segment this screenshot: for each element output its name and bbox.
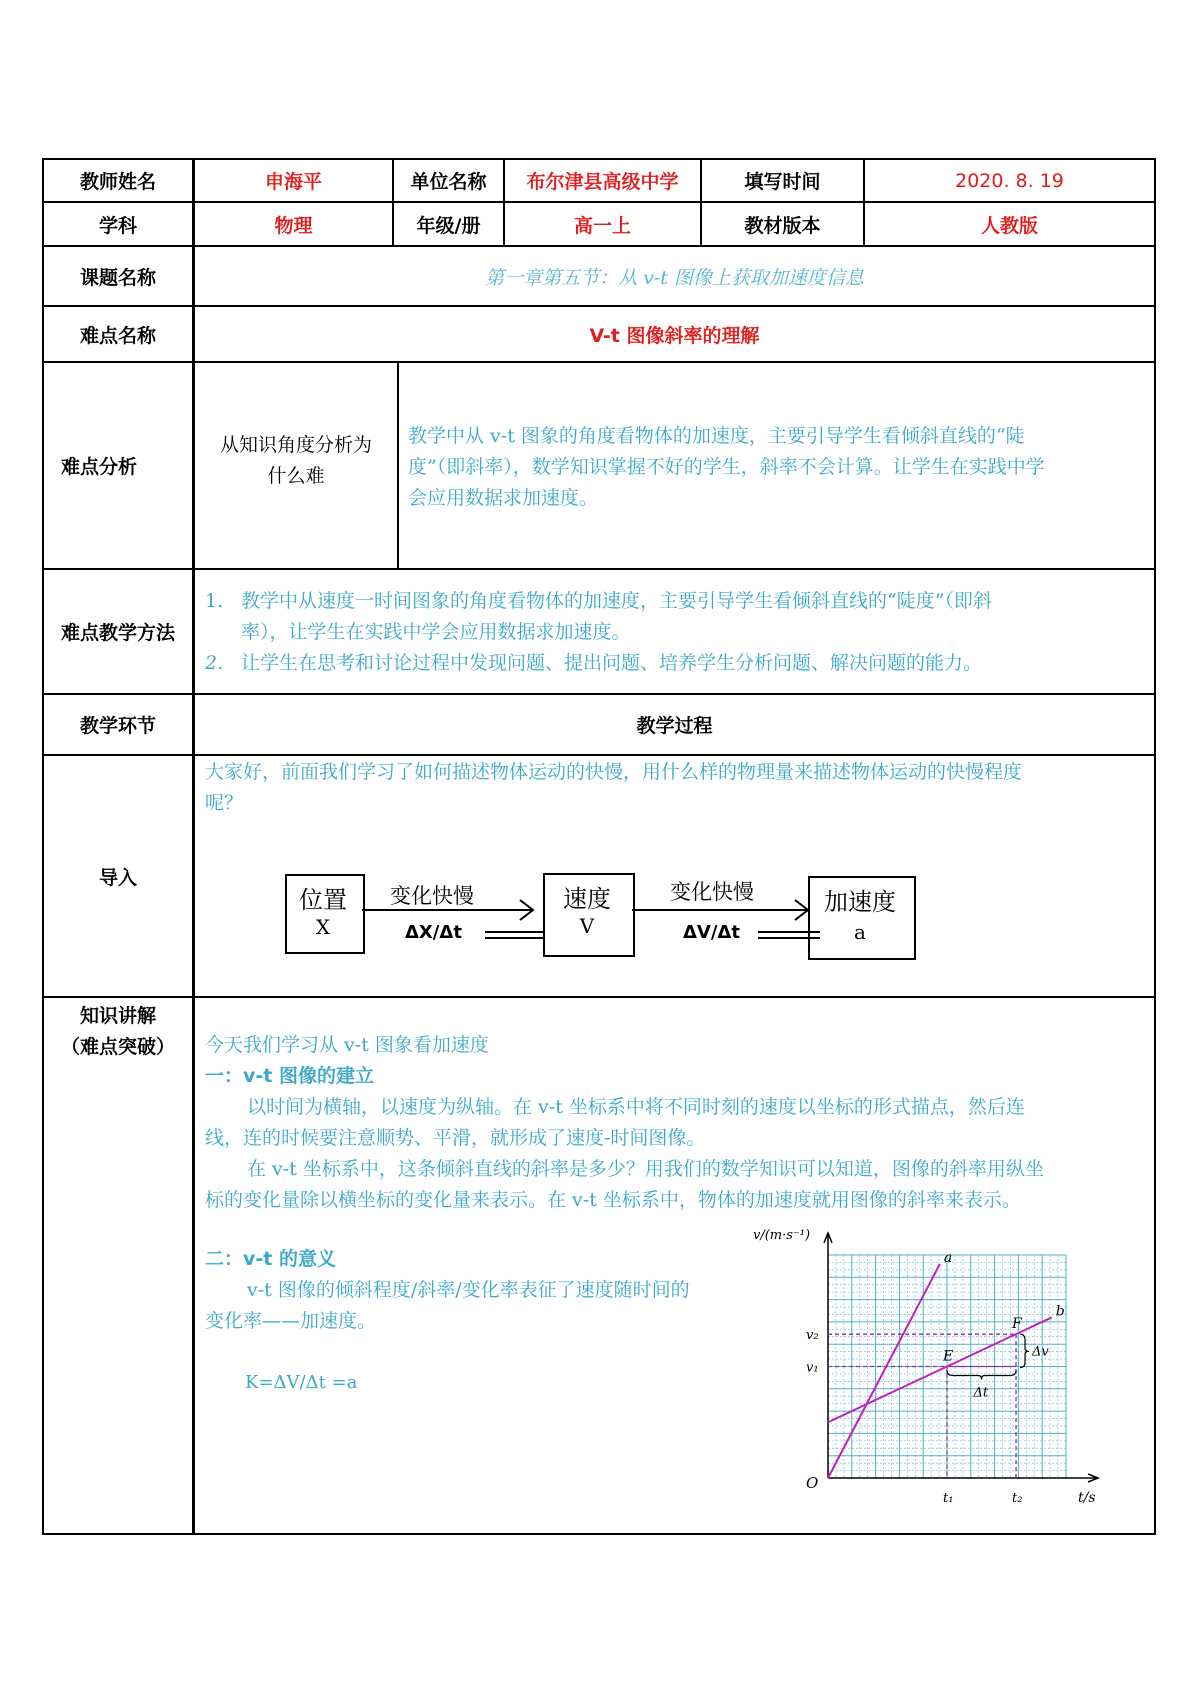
difficulty-value: V-t 图像斜率的理解 (589, 324, 760, 347)
teacher-label: 教师姓名 (79, 171, 156, 193)
acceleration-box-title: 加速度 (824, 888, 896, 916)
delta-v-label: Δv (1032, 1344, 1049, 1360)
method-item-1 (205, 586, 1150, 648)
subject-value: 物理 (274, 214, 313, 237)
intro-text (205, 757, 1150, 819)
analysis-text (408, 421, 1148, 514)
analysis-sublabel-line2: 什么难 (267, 465, 325, 487)
section1-title: 一：v-t 图像的建立 (205, 1065, 374, 1087)
position-box-symbol: X (315, 915, 331, 939)
stage-header: 教学环节 (79, 715, 156, 737)
y-axis-label: v/(m·s⁻¹) (753, 1228, 811, 1243)
slope-formula: K=ΔV/Δt =a (245, 1372, 358, 1393)
intro-label: 导入 (98, 866, 137, 889)
grade-value: 高一上 (573, 214, 631, 237)
knowledge-intro: 今天我们学习从 v-t 图象看加速度 (205, 1034, 489, 1056)
date-value: 2020. 8. 19 (955, 169, 1064, 192)
method-label: 难点教学方法 (60, 622, 175, 644)
section2 (205, 1244, 765, 1337)
tick-label-v2: v₂ (806, 1328, 819, 1344)
velocity-box-symbol: V (579, 914, 595, 938)
knowledge-label-line1: 知识讲解 (79, 1005, 156, 1027)
series-label-a: a (943, 1249, 953, 1266)
section1-p2-line1: 在 v-t 坐标系中，这条倾斜直线的斜率是多少？用我们的数学知识可以知道，图像的斜率用纵坐 (247, 1158, 1044, 1180)
difficulty-label: 难点名称 (79, 324, 156, 347)
position-box-title: 位置 (299, 886, 347, 914)
analysis-text-line3: 会应用数据求加速度。 (408, 487, 599, 509)
vt-graph (753, 1225, 1125, 1520)
section2-title: 二：v-t 的意义 (205, 1248, 336, 1270)
topic-label: 课题名称 (79, 266, 156, 289)
origin-label: O (806, 1474, 819, 1492)
delta-t-brace (947, 1371, 1016, 1380)
point-label-E: E (943, 1348, 954, 1365)
arrow2-bottom-label: ΔV/Δt (683, 922, 740, 943)
arrow2-top-label: 变化快慢 (670, 880, 754, 904)
date-label: 填写时间 (744, 171, 821, 193)
method-item-2 (205, 648, 1150, 679)
tick-label-v1: v₁ (806, 1360, 819, 1376)
intro-text-line1: 大家好，前面我们学习了如何描述物体运动的快慢，用什么样的物理量来描述物体运动的快慢程度 (205, 761, 1023, 783)
section1-p1-line2: 线，连的时候要注意顺势、平滑，就形成了速度-时间图像。 (205, 1127, 706, 1149)
method-item-2-text: 让学生在思考和讨论过程中发现问题、提出问题、培养学生分析问题、解决问题的能力。 (241, 652, 983, 674)
series-label-b: b (1055, 1303, 1065, 1320)
point-label-F: F (1012, 1316, 1022, 1333)
section2-line2: 变化率——加速度。 (205, 1310, 377, 1332)
tick-label-t1: t₁ (943, 1491, 954, 1506)
section2-line1: v-t 图像的倾斜程度/斜率/变化率表征了速度随时间的 (247, 1279, 690, 1301)
chart-axes (824, 1233, 1098, 1482)
process-header: 教学过程 (636, 715, 713, 737)
knowledge-label (44, 1001, 192, 1063)
method-item-1-line2: 率），让学生在实践中学会应用数据求加速度。 (241, 621, 631, 643)
velocity-box-title: 速度 (563, 885, 611, 913)
method-item-1-line1: 教学中从速度一时间图象的角度看物体的加速度，主要引导学生看倾斜直线的“陡度”（即斜 (241, 590, 992, 612)
textbook-label: 教材版本 (744, 214, 821, 237)
topic-value: 第一章第五节：从 v-t 图像上获取加速度信息 (485, 266, 864, 289)
analysis-text-line1: 教学中从 v-t 图象的角度看物体的加速度，主要引导学生看倾斜直线的“陡 (408, 425, 1025, 447)
teacher-value: 申海平 (264, 171, 322, 193)
unit-label: 单位名称 (410, 171, 487, 193)
analysis-text-line2: 度”（即斜率），数学知识掌握不好的学生，斜率不会计算。让学生在实践中学 (408, 456, 1045, 478)
analysis-sublabel-line1: 从知识角度分析为 (219, 434, 372, 456)
analysis-sublabel (195, 430, 397, 492)
section1-p2-line2: 标的变化量除以横坐标的变化量来表示。在 v-t 坐标系中，物体的加速度就用图像的斜率来表示。 (205, 1189, 1021, 1211)
delta-v-brace (1020, 1334, 1029, 1367)
x-axis-label: t/s (1078, 1490, 1096, 1506)
unit-value: 布尔津县高级中学 (526, 171, 679, 193)
intro-text-line2: 呢？ (205, 792, 244, 814)
textbook-value: 人教版 (980, 214, 1038, 237)
grade-label: 年级/册 (416, 214, 481, 237)
analysis-label: 难点分析 (60, 456, 137, 478)
knowledge-body (205, 1030, 1150, 1216)
delta-t-label: Δt (973, 1385, 989, 1401)
acceleration-box-symbol: a (854, 920, 866, 944)
method-item-1-num: 1. (205, 590, 224, 612)
arrow1-top-label: 变化快慢 (390, 884, 474, 908)
section1-p1-line1: 以时间为横轴，以速度为纵轴。在 v-t 坐标系中将不同时刻的速度以坐标的形式描点，然后连 (247, 1096, 1025, 1118)
arrow1-bottom-label: ΔX/Δt (405, 922, 462, 943)
method-item-2-num: 2. (205, 652, 224, 674)
knowledge-label-line2: （难点突破） (60, 1036, 175, 1058)
subject-label: 学科 (98, 214, 137, 237)
tick-label-t2: t₂ (1012, 1491, 1023, 1506)
method-list (205, 586, 1150, 679)
